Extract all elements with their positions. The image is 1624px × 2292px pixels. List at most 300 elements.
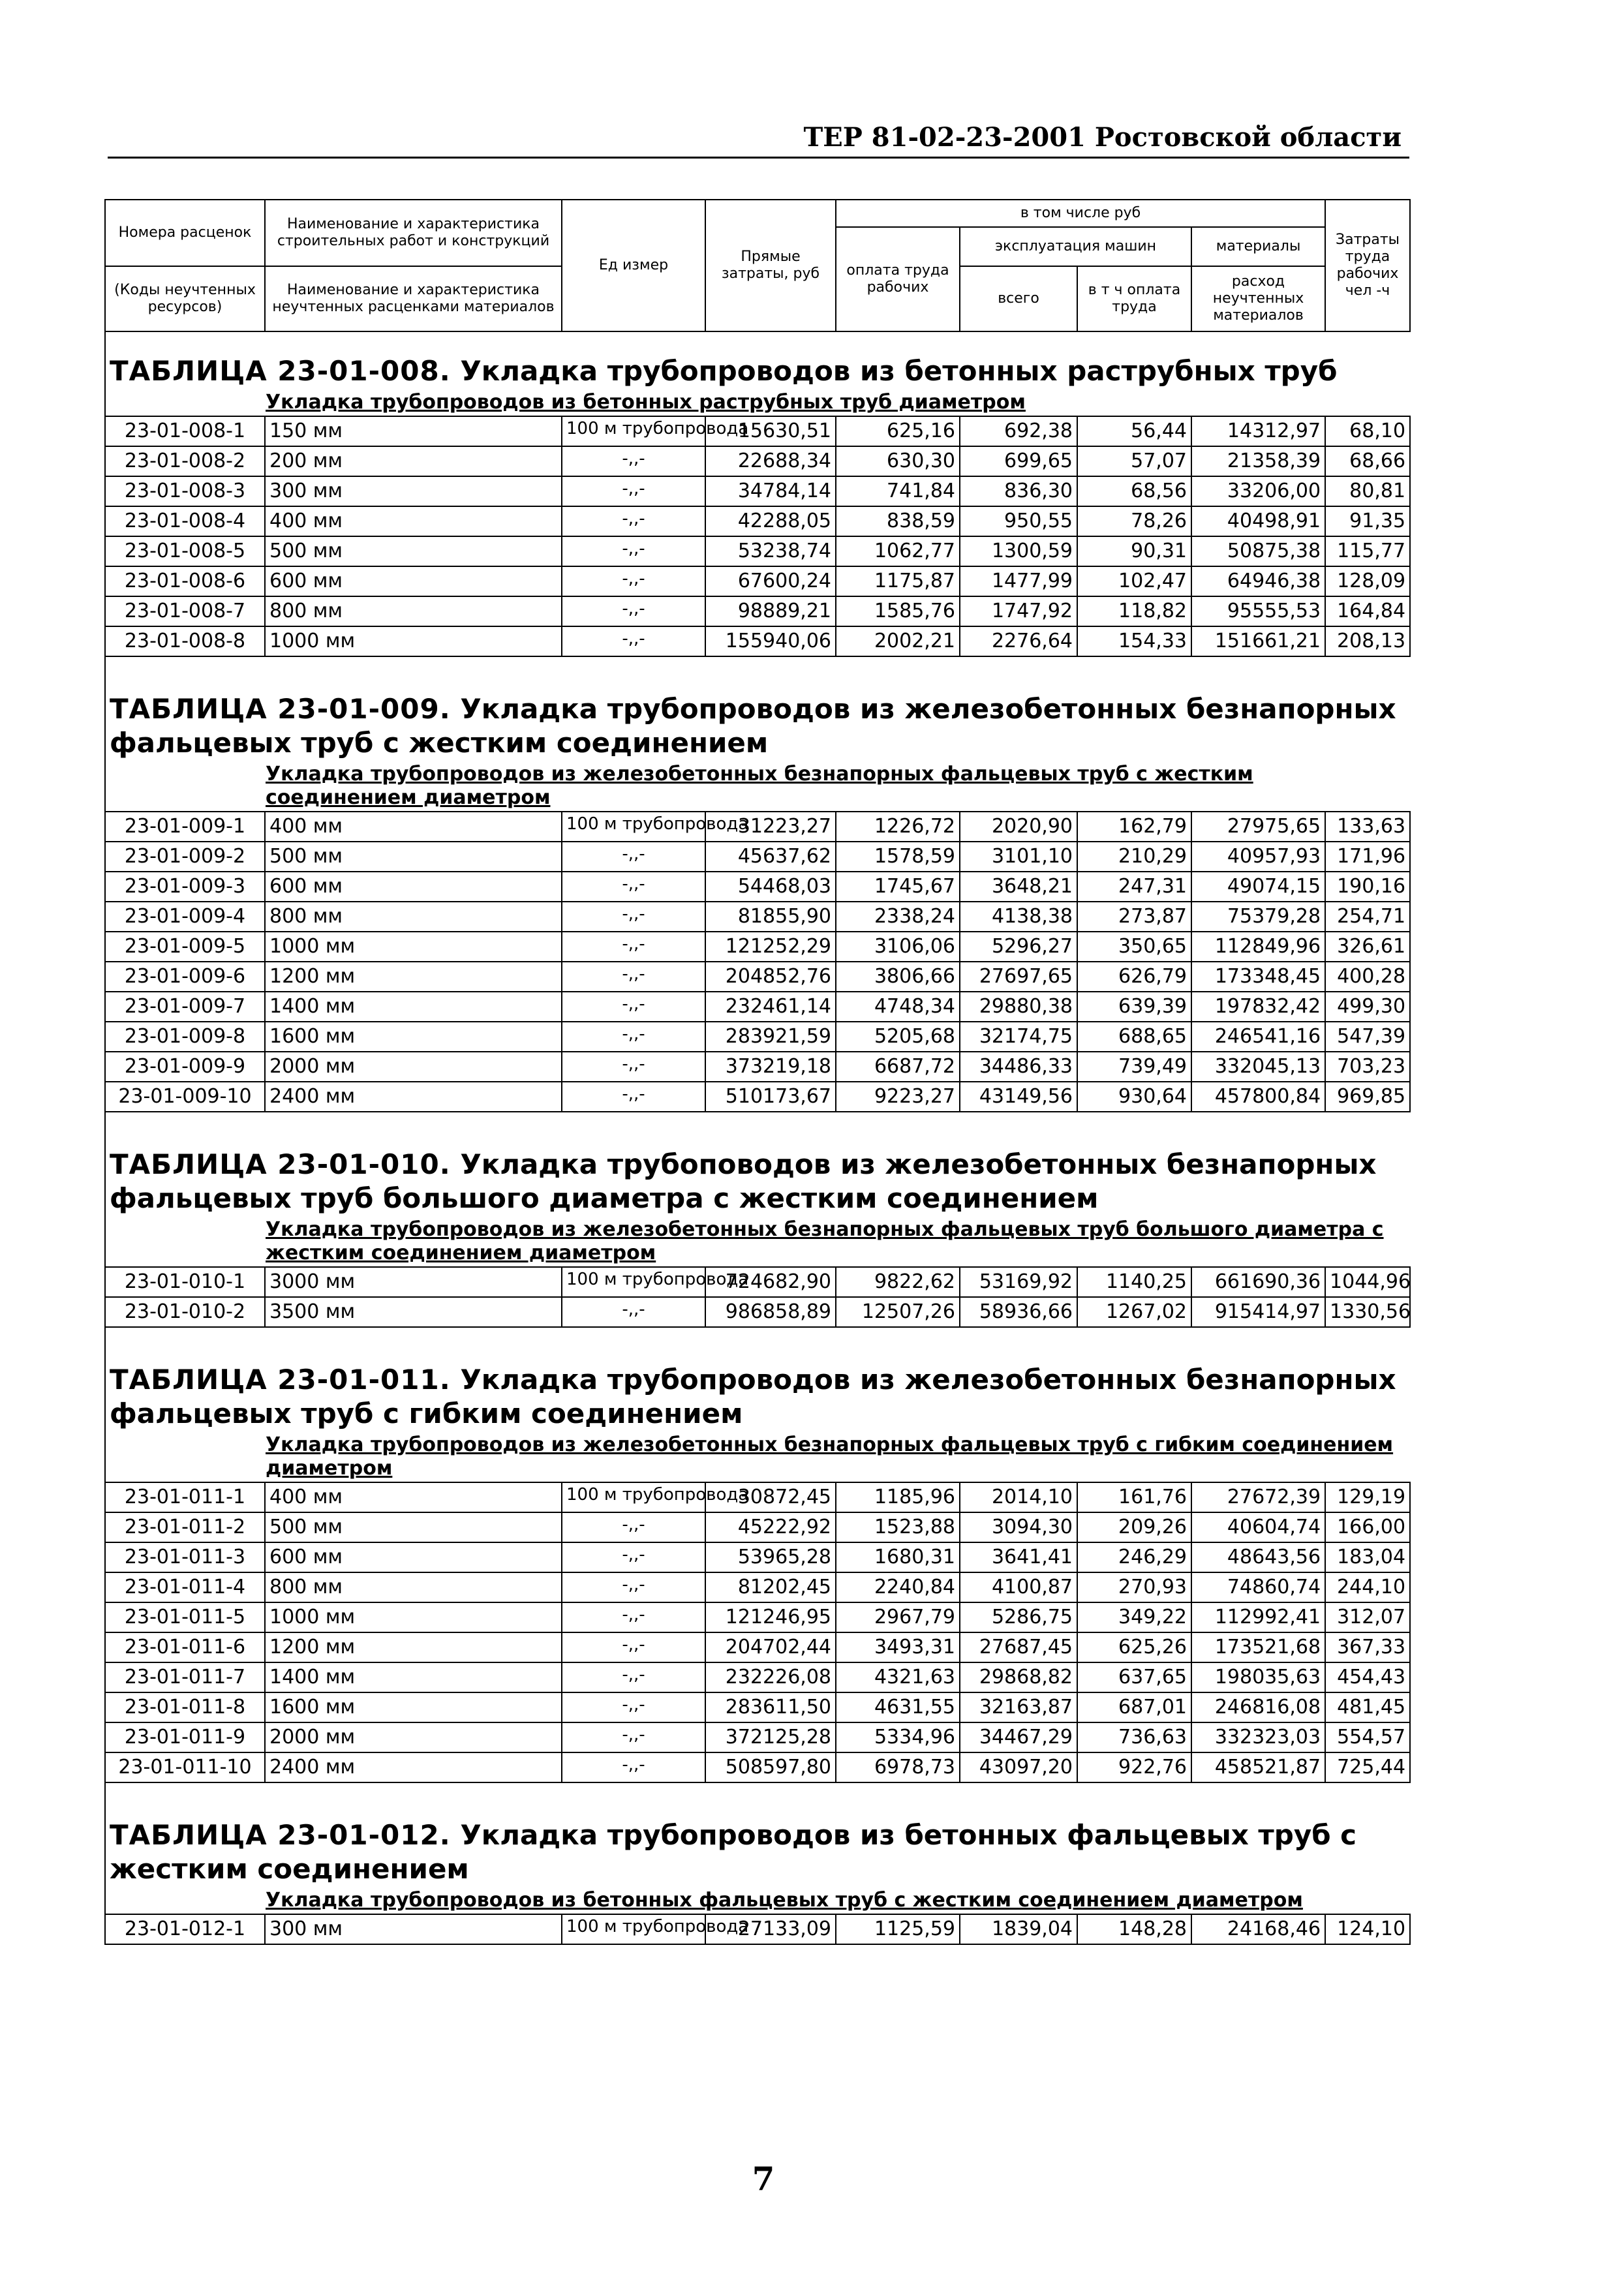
row-materials: 246541,16 xyxy=(1191,1022,1325,1052)
row-machines-total: 3641,41 xyxy=(960,1542,1077,1572)
row-direct-cost: 283921,59 xyxy=(705,1022,836,1052)
table-row xyxy=(105,626,1410,656)
row-name: 400 мм xyxy=(265,812,562,842)
header-machines: эксплуатация машин xyxy=(960,227,1191,266)
section-title xyxy=(105,352,1410,388)
section-spacer xyxy=(105,331,1410,352)
row-materials: 112849,96 xyxy=(1191,932,1325,962)
row-name: 800 мм xyxy=(265,902,562,932)
table-row xyxy=(105,1297,1410,1327)
table-header xyxy=(105,200,1410,331)
table-row xyxy=(105,1752,1410,1782)
row-direct-cost: 45637,62 xyxy=(705,842,836,872)
row-materials: 50875,38 xyxy=(1191,536,1325,566)
header-code-bottom: (Коды неучтенных ресурсов) xyxy=(105,266,265,331)
row-code: 23-01-011-6 xyxy=(105,1632,265,1662)
row-unit: 100 м трубопровода xyxy=(562,812,705,842)
row-labor-pay: 9223,27 xyxy=(836,1082,960,1112)
row-code: 23-01-009-4 xyxy=(105,902,265,932)
row-materials: 151661,21 xyxy=(1191,626,1325,656)
row-code: 23-01-010-1 xyxy=(105,1267,265,1297)
row-name: 800 мм xyxy=(265,596,562,626)
section-title-text: Укладка трубопроводов из железобетонных безнапорных фальцевых труб с гибким соединением xyxy=(110,1364,1396,1429)
row-code: 23-01-009-6 xyxy=(105,962,265,992)
row-labor-hours: 91,35 xyxy=(1325,506,1410,536)
row-materials: 332045,13 xyxy=(1191,1052,1325,1082)
row-labor-pay: 9822,62 xyxy=(836,1267,960,1297)
row-direct-cost: 121252,29 xyxy=(705,932,836,962)
row-code: 23-01-009-7 xyxy=(105,992,265,1022)
row-unit: -,,- xyxy=(562,872,705,902)
row-machines-labor: 1267,02 xyxy=(1077,1297,1191,1327)
table-row xyxy=(105,536,1410,566)
row-direct-cost: 373219,18 xyxy=(705,1052,836,1082)
header-labor-pay: оплата труда рабочих xyxy=(836,227,960,331)
section-spacer xyxy=(105,1782,1410,1816)
row-name: 200 мм xyxy=(265,446,562,476)
table-row xyxy=(105,842,1410,872)
row-labor-pay: 1745,67 xyxy=(836,872,960,902)
row-materials: 49074,15 xyxy=(1191,872,1325,902)
section-subtitle-text: Укладка трубопроводов из железобетонных безнапорных фальцевых труб большого диаметра с жестким соединением диаметром xyxy=(266,1218,1384,1264)
row-materials: 173521,68 xyxy=(1191,1632,1325,1662)
section-subtitle-text: Укладка трубопроводов из бетонных раструбных труб диаметром xyxy=(266,391,1026,414)
table-row xyxy=(105,1632,1410,1662)
row-name: 400 мм xyxy=(265,506,562,536)
row-unit: -,,- xyxy=(562,476,705,506)
row-machines-total: 3648,21 xyxy=(960,872,1077,902)
row-labor-hours: 554,57 xyxy=(1325,1722,1410,1752)
row-labor-pay: 4631,55 xyxy=(836,1692,960,1722)
row-labor-hours: 171,96 xyxy=(1325,842,1410,872)
row-machines-total: 692,38 xyxy=(960,416,1077,446)
row-direct-cost: 204852,76 xyxy=(705,962,836,992)
row-materials: 457800,84 xyxy=(1191,1082,1325,1112)
row-labor-hours: 208,13 xyxy=(1325,626,1410,656)
row-code: 23-01-011-3 xyxy=(105,1542,265,1572)
document-title: ТЕР 81-02-23-2001 Ростовской области xyxy=(803,122,1402,153)
row-labor-hours: 68,66 xyxy=(1325,446,1410,476)
row-direct-cost: 372125,28 xyxy=(705,1722,836,1752)
section-subtitle-text: Укладка трубопроводов из бетонных фальцевых труб с жестким соединением диаметром xyxy=(266,1889,1303,1912)
row-machines-total: 34486,33 xyxy=(960,1052,1077,1082)
row-unit: -,,- xyxy=(562,1512,705,1542)
table-row xyxy=(105,416,1410,446)
row-direct-cost: 232226,08 xyxy=(705,1662,836,1692)
row-labor-pay: 1523,88 xyxy=(836,1512,960,1542)
row-name: 800 мм xyxy=(265,1572,562,1602)
row-unit: 100 м трубопровода xyxy=(562,416,705,446)
row-unit: -,,- xyxy=(562,902,705,932)
row-unit: -,,- xyxy=(562,536,705,566)
row-machines-total: 43097,20 xyxy=(960,1752,1077,1782)
row-labor-hours: 547,39 xyxy=(1325,1022,1410,1052)
row-labor-pay: 4748,34 xyxy=(836,992,960,1022)
row-unit: 100 м трубопровода xyxy=(562,1482,705,1512)
row-unit: -,,- xyxy=(562,1722,705,1752)
row-code: 23-01-008-7 xyxy=(105,596,265,626)
row-direct-cost: 54468,03 xyxy=(705,872,836,902)
row-name: 3000 мм xyxy=(265,1267,562,1297)
row-direct-cost: 67600,24 xyxy=(705,566,836,596)
row-labor-hours: 124,10 xyxy=(1325,1914,1410,1944)
row-machines-labor: 349,22 xyxy=(1077,1602,1191,1632)
row-unit: -,,- xyxy=(562,932,705,962)
row-name: 2400 мм xyxy=(265,1752,562,1782)
section-table-label: ТАБЛИЦА 23-01-010. xyxy=(110,1148,451,1180)
header-labor-hours: Затраты труда рабочих чел -ч xyxy=(1325,200,1410,331)
row-name: 1200 мм xyxy=(265,1632,562,1662)
section-subtitle xyxy=(105,760,1410,812)
row-labor-hours: 128,09 xyxy=(1325,566,1410,596)
row-materials: 27975,65 xyxy=(1191,812,1325,842)
row-labor-pay: 4321,63 xyxy=(836,1662,960,1692)
row-labor-pay: 5205,68 xyxy=(836,1022,960,1052)
row-machines-total: 27687,45 xyxy=(960,1632,1077,1662)
row-materials: 915414,97 xyxy=(1191,1297,1325,1327)
row-code: 23-01-009-9 xyxy=(105,1052,265,1082)
header-unit: Ед измер xyxy=(562,200,705,331)
row-name: 2400 мм xyxy=(265,1082,562,1112)
row-machines-total: 53169,92 xyxy=(960,1267,1077,1297)
row-labor-pay: 1226,72 xyxy=(836,812,960,842)
row-direct-cost: 53238,74 xyxy=(705,536,836,566)
table-row xyxy=(105,476,1410,506)
row-materials: 112992,41 xyxy=(1191,1602,1325,1632)
table-row xyxy=(105,1722,1410,1752)
row-machines-labor: 68,56 xyxy=(1077,476,1191,506)
row-machines-labor: 639,39 xyxy=(1077,992,1191,1022)
row-name: 1000 мм xyxy=(265,932,562,962)
row-machines-labor: 209,26 xyxy=(1077,1512,1191,1542)
row-code: 23-01-008-1 xyxy=(105,416,265,446)
row-materials: 661690,36 xyxy=(1191,1267,1325,1297)
table-row xyxy=(105,1542,1410,1572)
row-labor-pay: 3106,06 xyxy=(836,932,960,962)
row-materials: 40604,74 xyxy=(1191,1512,1325,1542)
row-unit: -,,- xyxy=(562,1022,705,1052)
section-title xyxy=(105,1145,1410,1215)
table-row xyxy=(105,1692,1410,1722)
row-direct-cost: 81202,45 xyxy=(705,1572,836,1602)
row-code: 23-01-008-5 xyxy=(105,536,265,566)
row-materials: 24168,46 xyxy=(1191,1914,1325,1944)
row-unit: -,,- xyxy=(562,842,705,872)
row-machines-total: 4138,38 xyxy=(960,902,1077,932)
header-materials-sub: расход неучтенных материалов xyxy=(1191,266,1325,331)
row-machines-total: 34467,29 xyxy=(960,1722,1077,1752)
header-machines-labor: в т ч оплата труда xyxy=(1077,266,1191,331)
row-labor-pay: 5334,96 xyxy=(836,1722,960,1752)
row-direct-cost: 508597,80 xyxy=(705,1752,836,1782)
row-machines-labor: 56,44 xyxy=(1077,416,1191,446)
section-title-text: Укладка трубопроводов из железобетонных безнапорных фальцевых труб с жестким соединением xyxy=(110,693,1396,759)
row-machines-labor: 688,65 xyxy=(1077,1022,1191,1052)
row-labor-pay: 2240,84 xyxy=(836,1572,960,1602)
table-row xyxy=(105,872,1410,902)
row-machines-total: 2020,90 xyxy=(960,812,1077,842)
row-machines-labor: 270,93 xyxy=(1077,1572,1191,1602)
row-labor-pay: 741,84 xyxy=(836,476,960,506)
row-unit: -,,- xyxy=(562,1297,705,1327)
row-direct-cost: 510173,67 xyxy=(705,1082,836,1112)
row-name: 500 мм xyxy=(265,1512,562,1542)
row-direct-cost: 724682,90 xyxy=(705,1267,836,1297)
row-labor-hours: 703,23 xyxy=(1325,1052,1410,1082)
row-code: 23-01-009-5 xyxy=(105,932,265,962)
row-unit: -,,- xyxy=(562,506,705,536)
table-row xyxy=(105,902,1410,932)
section-title xyxy=(105,1816,1410,1886)
row-machines-labor: 161,76 xyxy=(1077,1482,1191,1512)
row-labor-hours: 164,84 xyxy=(1325,596,1410,626)
row-labor-hours: 115,77 xyxy=(1325,536,1410,566)
table-row xyxy=(105,566,1410,596)
row-code: 23-01-009-10 xyxy=(105,1082,265,1112)
row-labor-hours: 312,07 xyxy=(1325,1602,1410,1632)
row-code: 23-01-011-5 xyxy=(105,1602,265,1632)
row-machines-total: 2014,10 xyxy=(960,1482,1077,1512)
row-labor-pay: 2002,21 xyxy=(836,626,960,656)
row-machines-labor: 637,65 xyxy=(1077,1662,1191,1692)
row-direct-cost: 22688,34 xyxy=(705,446,836,476)
row-machines-total: 1747,92 xyxy=(960,596,1077,626)
row-code: 23-01-011-9 xyxy=(105,1722,265,1752)
row-name: 2000 мм xyxy=(265,1722,562,1752)
table-row xyxy=(105,962,1410,992)
row-machines-labor: 273,87 xyxy=(1077,902,1191,932)
row-labor-pay: 1062,77 xyxy=(836,536,960,566)
row-machines-labor: 625,26 xyxy=(1077,1632,1191,1662)
row-materials: 27672,39 xyxy=(1191,1482,1325,1512)
row-machines-total: 5286,75 xyxy=(960,1602,1077,1632)
row-labor-hours: 183,04 xyxy=(1325,1542,1410,1572)
row-machines-labor: 90,31 xyxy=(1077,536,1191,566)
table-row xyxy=(105,1512,1410,1542)
row-direct-cost: 81855,90 xyxy=(705,902,836,932)
row-machines-labor: 118,82 xyxy=(1077,596,1191,626)
table-row xyxy=(105,812,1410,842)
row-name: 500 мм xyxy=(265,536,562,566)
row-name: 150 мм xyxy=(265,416,562,446)
table-row xyxy=(105,1052,1410,1082)
row-unit: -,,- xyxy=(562,1752,705,1782)
row-machines-labor: 736,63 xyxy=(1077,1722,1191,1752)
row-unit: -,,- xyxy=(562,1572,705,1602)
row-labor-hours: 166,00 xyxy=(1325,1512,1410,1542)
row-labor-pay: 2338,24 xyxy=(836,902,960,932)
row-labor-pay: 6687,72 xyxy=(836,1052,960,1082)
row-materials: 198035,63 xyxy=(1191,1662,1325,1692)
row-direct-cost: 986858,89 xyxy=(705,1297,836,1327)
row-materials: 40957,93 xyxy=(1191,842,1325,872)
section-table-label: ТАБЛИЦА 23-01-012. xyxy=(110,1819,451,1851)
row-direct-cost: 30872,45 xyxy=(705,1482,836,1512)
row-name: 300 мм xyxy=(265,476,562,506)
row-machines-labor: 626,79 xyxy=(1077,962,1191,992)
row-code: 23-01-009-3 xyxy=(105,872,265,902)
table-row xyxy=(105,1267,1410,1297)
row-machines-total: 950,55 xyxy=(960,506,1077,536)
row-machines-total: 1300,59 xyxy=(960,536,1077,566)
row-unit: -,,- xyxy=(562,566,705,596)
row-code: 23-01-009-2 xyxy=(105,842,265,872)
row-materials: 64946,38 xyxy=(1191,566,1325,596)
row-materials: 75379,28 xyxy=(1191,902,1325,932)
row-machines-total: 5296,27 xyxy=(960,932,1077,962)
row-labor-pay: 630,30 xyxy=(836,446,960,476)
row-direct-cost: 45222,92 xyxy=(705,1512,836,1542)
row-labor-pay: 1680,31 xyxy=(836,1542,960,1572)
row-machines-total: 3094,30 xyxy=(960,1512,1077,1542)
row-labor-hours: 481,45 xyxy=(1325,1692,1410,1722)
row-code: 23-01-012-1 xyxy=(105,1914,265,1944)
section-subtitle xyxy=(105,1431,1410,1482)
row-labor-hours: 400,28 xyxy=(1325,962,1410,992)
row-machines-labor: 162,79 xyxy=(1077,812,1191,842)
row-labor-pay: 1185,96 xyxy=(836,1482,960,1512)
row-labor-pay: 1585,76 xyxy=(836,596,960,626)
row-materials: 95555,53 xyxy=(1191,596,1325,626)
table-row xyxy=(105,1662,1410,1692)
row-unit: -,,- xyxy=(562,1052,705,1082)
header-code-top: Номера расценок xyxy=(105,200,265,266)
row-labor-hours: 1330,56 xyxy=(1325,1297,1410,1327)
section-subtitle xyxy=(105,388,1410,416)
row-machines-labor: 102,47 xyxy=(1077,566,1191,596)
table-row xyxy=(105,506,1410,536)
section-title xyxy=(105,690,1410,760)
row-machines-labor: 739,49 xyxy=(1077,1052,1191,1082)
row-labor-pay: 3806,66 xyxy=(836,962,960,992)
section-table-label: ТАБЛИЦА 23-01-009. xyxy=(110,693,451,725)
row-direct-cost: 283611,50 xyxy=(705,1692,836,1722)
section-spacer xyxy=(105,656,1410,690)
section-table-label: ТАБЛИЦА 23-01-008. xyxy=(110,355,451,387)
row-labor-hours: 367,33 xyxy=(1325,1632,1410,1662)
header-direct: Прямые затраты, руб xyxy=(705,200,836,331)
row-labor-hours: 129,19 xyxy=(1325,1482,1410,1512)
row-labor-pay: 2967,79 xyxy=(836,1602,960,1632)
row-machines-labor: 148,28 xyxy=(1077,1914,1191,1944)
row-labor-hours: 725,44 xyxy=(1325,1752,1410,1782)
row-direct-cost: 53965,28 xyxy=(705,1542,836,1572)
row-name: 1600 мм xyxy=(265,1692,562,1722)
row-code: 23-01-008-8 xyxy=(105,626,265,656)
row-unit: 100 м трубопровода xyxy=(562,1914,705,1944)
row-unit: -,,- xyxy=(562,626,705,656)
table-row xyxy=(105,992,1410,1022)
row-materials: 458521,87 xyxy=(1191,1752,1325,1782)
row-code: 23-01-008-6 xyxy=(105,566,265,596)
row-direct-cost: 34784,14 xyxy=(705,476,836,506)
table-row xyxy=(105,1602,1410,1632)
row-name: 1000 мм xyxy=(265,1602,562,1632)
row-labor-pay: 1175,87 xyxy=(836,566,960,596)
row-direct-cost: 204702,44 xyxy=(705,1632,836,1662)
row-machines-labor: 210,29 xyxy=(1077,842,1191,872)
row-machines-total: 1477,99 xyxy=(960,566,1077,596)
section-subtitle xyxy=(105,1886,1410,1914)
row-labor-hours: 969,85 xyxy=(1325,1082,1410,1112)
row-unit: -,,- xyxy=(562,1632,705,1662)
row-materials: 197832,42 xyxy=(1191,992,1325,1022)
row-unit: -,,- xyxy=(562,1542,705,1572)
row-name: 1400 мм xyxy=(265,992,562,1022)
row-machines-labor: 930,64 xyxy=(1077,1082,1191,1112)
row-machines-total: 32174,75 xyxy=(960,1022,1077,1052)
row-code: 23-01-009-1 xyxy=(105,812,265,842)
row-name: 600 мм xyxy=(265,1542,562,1572)
row-code: 23-01-011-7 xyxy=(105,1662,265,1692)
row-code: 23-01-009-8 xyxy=(105,1022,265,1052)
price-table-container xyxy=(104,199,1409,1945)
row-name: 500 мм xyxy=(265,842,562,872)
row-machines-total: 836,30 xyxy=(960,476,1077,506)
section-title-text: Укладка трубопроводов из бетонных фальцевых труб с жестким соединением xyxy=(110,1819,1357,1885)
page-number: 7 xyxy=(752,2160,775,2198)
row-machines-labor: 78,26 xyxy=(1077,506,1191,536)
sections-body xyxy=(105,331,1410,1944)
row-machines-labor: 246,29 xyxy=(1077,1542,1191,1572)
row-machines-total: 29880,38 xyxy=(960,992,1077,1022)
row-unit: -,,- xyxy=(562,1662,705,1692)
row-labor-hours: 454,43 xyxy=(1325,1662,1410,1692)
table-row xyxy=(105,1914,1410,1944)
row-labor-hours: 1044,96 xyxy=(1325,1267,1410,1297)
row-materials: 332323,03 xyxy=(1191,1722,1325,1752)
row-labor-hours: 80,81 xyxy=(1325,476,1410,506)
table-row xyxy=(105,1082,1410,1112)
row-machines-labor: 1140,25 xyxy=(1077,1267,1191,1297)
row-machines-total: 2276,64 xyxy=(960,626,1077,656)
header-name-top: Наименование и характеристика строительных работ и конструкций xyxy=(265,200,562,266)
row-direct-cost: 42288,05 xyxy=(705,506,836,536)
row-direct-cost: 232461,14 xyxy=(705,992,836,1022)
row-labor-hours: 244,10 xyxy=(1325,1572,1410,1602)
table-row xyxy=(105,1572,1410,1602)
row-machines-labor: 350,65 xyxy=(1077,932,1191,962)
row-unit: -,,- xyxy=(562,1602,705,1632)
row-code: 23-01-011-1 xyxy=(105,1482,265,1512)
row-machines-labor: 922,76 xyxy=(1077,1752,1191,1782)
row-direct-cost: 15630,51 xyxy=(705,416,836,446)
row-labor-pay: 1578,59 xyxy=(836,842,960,872)
section-table-label: ТАБЛИЦА 23-01-011. xyxy=(110,1364,451,1396)
row-direct-cost: 31223,27 xyxy=(705,812,836,842)
section-title-text: Укладка трубоповодов из железобетонных безнапорных фальцевых труб большого диаметра с жестким соединением xyxy=(110,1148,1377,1214)
row-name: 600 мм xyxy=(265,566,562,596)
row-code: 23-01-008-4 xyxy=(105,506,265,536)
row-direct-cost: 121246,95 xyxy=(705,1602,836,1632)
row-unit: -,,- xyxy=(562,962,705,992)
row-direct-cost: 98889,21 xyxy=(705,596,836,626)
row-unit: -,,- xyxy=(562,1692,705,1722)
section-subtitle xyxy=(105,1215,1410,1267)
row-code: 23-01-008-3 xyxy=(105,476,265,506)
header-including: в том числе руб xyxy=(836,200,1325,227)
row-machines-total: 4100,87 xyxy=(960,1572,1077,1602)
section-title xyxy=(105,1360,1410,1431)
row-name: 600 мм xyxy=(265,872,562,902)
section-title-text: Укладка трубопроводов из бетонных раструбных труб xyxy=(460,355,1338,387)
row-labor-hours: 254,71 xyxy=(1325,902,1410,932)
row-code: 23-01-011-8 xyxy=(105,1692,265,1722)
table-row xyxy=(105,1022,1410,1052)
row-labor-hours: 499,30 xyxy=(1325,992,1410,1022)
row-machines-total: 3101,10 xyxy=(960,842,1077,872)
row-labor-pay: 1125,59 xyxy=(836,1914,960,1944)
